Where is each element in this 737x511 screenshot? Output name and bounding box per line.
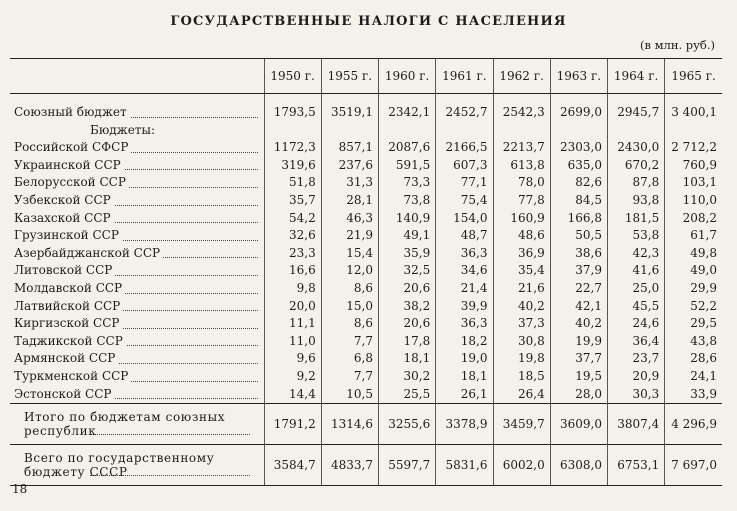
value-cell: 635,0 <box>550 157 607 175</box>
value-cell: 28,1 <box>321 192 378 210</box>
value-cell: 15,4 <box>321 245 378 263</box>
value-cell: 48,6 <box>493 227 550 245</box>
value-cell: 41,6 <box>608 262 665 280</box>
table-row-republic <box>10 245 722 263</box>
value-cell: 2542,3 <box>493 104 550 122</box>
row-label: Эстонской ССР <box>10 386 264 404</box>
value-cell: 2 712,2 <box>665 139 722 157</box>
value-cell: 43,8 <box>665 333 722 351</box>
page-number: 18 <box>12 482 28 496</box>
table-row-republic <box>10 227 722 245</box>
year-header: 1955 г. <box>321 59 378 94</box>
value-cell: 34,6 <box>436 262 493 280</box>
value-cell: 3519,1 <box>321 104 378 122</box>
value-cell: 29,9 <box>665 280 722 298</box>
value-cell: 2699,0 <box>550 104 607 122</box>
value-cell: 52,2 <box>665 298 722 316</box>
row-label: Азербайджанской ССР <box>10 245 264 263</box>
value-cell: 20,6 <box>379 315 436 333</box>
value-cell: 208,2 <box>665 210 722 228</box>
subheading-row <box>10 122 722 140</box>
table-row-republic <box>10 368 722 386</box>
row-label: Итого по бюджетам союзных республик <box>10 404 264 445</box>
value-cell: 87,8 <box>608 174 665 192</box>
value-cell: 17,8 <box>379 333 436 351</box>
value-cell: 110,0 <box>665 192 722 210</box>
value-cell: 82,6 <box>550 174 607 192</box>
value-cell: 36,9 <box>493 245 550 263</box>
year-header: 1964 г. <box>608 59 665 94</box>
tax-table-container <box>10 58 722 486</box>
value-cell: 25,5 <box>379 386 436 404</box>
value-cell: 2166,5 <box>436 139 493 157</box>
value-cell: 23,3 <box>264 245 321 263</box>
row-label: Латвийской ССР <box>10 298 264 316</box>
table-row-union <box>10 104 722 122</box>
value-cell: 2213,7 <box>493 139 550 157</box>
subheading-label: Бюджеты: <box>90 122 156 137</box>
row-label: Киргизской ССР <box>10 315 264 333</box>
table-row-republic <box>10 315 722 333</box>
year-header: 1963 г. <box>550 59 607 94</box>
row-label: Украинской ССР <box>10 157 264 175</box>
value-cell: 9,6 <box>264 350 321 368</box>
row-label: Армянской ССР <box>10 350 264 368</box>
row-label: Литовской ССР <box>10 262 264 280</box>
value-cell: 607,3 <box>436 157 493 175</box>
row-label: Белорусской ССР <box>10 174 264 192</box>
value-cell: 11,1 <box>264 315 321 333</box>
value-cell: 35,9 <box>379 245 436 263</box>
value-cell: 140,9 <box>379 210 436 228</box>
row-label: Всего по государственному бюджету СССР <box>10 445 264 486</box>
value-cell: 19,9 <box>550 333 607 351</box>
value-cell: 49,8 <box>665 245 722 263</box>
value-cell: 18,2 <box>436 333 493 351</box>
value-cell: 2430,0 <box>608 139 665 157</box>
value-cell: 24,1 <box>665 368 722 386</box>
table-row-total-state <box>10 445 722 486</box>
value-cell: 19,0 <box>436 350 493 368</box>
value-cell: 31,3 <box>321 174 378 192</box>
table-row-republic <box>10 262 722 280</box>
value-cell: 160,9 <box>493 210 550 228</box>
header-row <box>10 59 722 94</box>
value-cell: 4 296,9 <box>665 404 722 445</box>
value-cell: 40,2 <box>550 315 607 333</box>
value-cell: 49,0 <box>665 262 722 280</box>
table-row-republic <box>10 350 722 368</box>
row-label: Узбекской ССР <box>10 192 264 210</box>
value-cell: 61,7 <box>665 227 722 245</box>
table-row-republic <box>10 157 722 175</box>
value-cell: 42,1 <box>550 298 607 316</box>
value-cell: 6753,1 <box>608 445 665 486</box>
value-cell: 3 400,1 <box>665 104 722 122</box>
year-header: 1960 г. <box>379 59 436 94</box>
value-cell: 75,4 <box>436 192 493 210</box>
value-cell: 54,2 <box>264 210 321 228</box>
row-label: Туркменской ССР <box>10 368 264 386</box>
value-cell: 3584,7 <box>264 445 321 486</box>
value-cell: 19,5 <box>550 368 607 386</box>
value-cell: 35,7 <box>264 192 321 210</box>
value-cell: 50,5 <box>550 227 607 245</box>
value-cell: 9,2 <box>264 368 321 386</box>
value-cell: 48,7 <box>436 227 493 245</box>
value-cell: 3255,6 <box>379 404 436 445</box>
value-cell: 154,0 <box>436 210 493 228</box>
value-cell: 2087,6 <box>379 139 436 157</box>
value-cell: 6,8 <box>321 350 378 368</box>
row-label: Казахской ССР <box>10 210 264 228</box>
table-row-republic <box>10 174 722 192</box>
row-label: Союзный бюджет <box>10 104 264 122</box>
value-cell: 18,1 <box>379 350 436 368</box>
value-cell: 16,6 <box>264 262 321 280</box>
value-cell: 103,1 <box>665 174 722 192</box>
value-cell: 20,9 <box>608 368 665 386</box>
tax-table <box>10 58 722 486</box>
value-cell: 36,4 <box>608 333 665 351</box>
value-cell: 9,8 <box>264 280 321 298</box>
value-cell: 37,3 <box>493 315 550 333</box>
page-title: ГОСУДАРСТВЕННЫЕ НАЛОГИ С НАСЕЛЕНИЯ <box>170 14 567 29</box>
value-cell: 36,3 <box>436 315 493 333</box>
value-cell: 26,4 <box>493 386 550 404</box>
value-cell: 22,7 <box>550 280 607 298</box>
value-cell: 93,8 <box>608 192 665 210</box>
table-row-total-republics <box>10 404 722 445</box>
value-cell: 2452,7 <box>436 104 493 122</box>
value-cell: 237,6 <box>321 157 378 175</box>
value-cell: 5597,7 <box>379 445 436 486</box>
value-cell: 3609,0 <box>550 404 607 445</box>
value-cell: 15,0 <box>321 298 378 316</box>
unit-note: (в млн. руб.) <box>639 38 715 52</box>
value-cell: 51,8 <box>264 174 321 192</box>
value-cell: 77,1 <box>436 174 493 192</box>
table-row-republic <box>10 386 722 404</box>
value-cell: 32,5 <box>379 262 436 280</box>
value-cell: 8,6 <box>321 280 378 298</box>
value-cell: 18,1 <box>436 368 493 386</box>
value-cell: 2945,7 <box>608 104 665 122</box>
header-name-cell <box>10 59 264 94</box>
value-cell: 3378,9 <box>436 404 493 445</box>
value-cell: 4833,7 <box>321 445 378 486</box>
value-cell: 591,5 <box>379 157 436 175</box>
value-cell: 49,1 <box>379 227 436 245</box>
value-cell: 45,5 <box>608 298 665 316</box>
value-cell: 2303,0 <box>550 139 607 157</box>
value-cell: 166,8 <box>550 210 607 228</box>
value-cell: 8,6 <box>321 315 378 333</box>
value-cell: 3807,4 <box>608 404 665 445</box>
value-cell: 35,4 <box>493 262 550 280</box>
value-cell: 21,4 <box>436 280 493 298</box>
value-cell: 46,3 <box>321 210 378 228</box>
value-cell: 28,0 <box>550 386 607 404</box>
value-cell: 29,5 <box>665 315 722 333</box>
value-cell: 6002,0 <box>493 445 550 486</box>
year-header: 1961 г. <box>436 59 493 94</box>
value-cell: 20,0 <box>264 298 321 316</box>
value-cell: 19,8 <box>493 350 550 368</box>
year-header: 1950 г. <box>264 59 321 94</box>
value-cell: 1172,3 <box>264 139 321 157</box>
table-row-republic <box>10 298 722 316</box>
table-row-republic <box>10 333 722 351</box>
row-label: Таджикской ССР <box>10 333 264 351</box>
value-cell: 25,0 <box>608 280 665 298</box>
value-cell: 26,1 <box>436 386 493 404</box>
value-cell: 30,3 <box>608 386 665 404</box>
value-cell: 39,9 <box>436 298 493 316</box>
value-cell: 5831,6 <box>436 445 493 486</box>
value-cell: 2342,1 <box>379 104 436 122</box>
value-cell: 32,6 <box>264 227 321 245</box>
value-cell: 38,6 <box>550 245 607 263</box>
value-cell: 23,7 <box>608 350 665 368</box>
value-cell: 20,6 <box>379 280 436 298</box>
value-cell: 760,9 <box>665 157 722 175</box>
value-cell: 7,7 <box>321 368 378 386</box>
value-cell: 37,9 <box>550 262 607 280</box>
table-row-republic <box>10 139 722 157</box>
value-cell: 42,3 <box>608 245 665 263</box>
value-cell: 24,6 <box>608 315 665 333</box>
value-cell: 7 697,0 <box>665 445 722 486</box>
table-row-republic <box>10 192 722 210</box>
value-cell: 78,0 <box>493 174 550 192</box>
value-cell: 670,2 <box>608 157 665 175</box>
value-cell: 11,0 <box>264 333 321 351</box>
value-cell: 1791,2 <box>264 404 321 445</box>
value-cell: 53,8 <box>608 227 665 245</box>
table-row-republic <box>10 210 722 228</box>
year-header: 1962 г. <box>493 59 550 94</box>
value-cell: 1793,5 <box>264 104 321 122</box>
value-cell: 613,8 <box>493 157 550 175</box>
value-cell: 21,9 <box>321 227 378 245</box>
year-header: 1965 г. <box>665 59 722 94</box>
value-cell: 21,6 <box>493 280 550 298</box>
value-cell: 181,5 <box>608 210 665 228</box>
row-label: Молдавской ССР <box>10 280 264 298</box>
value-cell: 28,6 <box>665 350 722 368</box>
value-cell: 36,3 <box>436 245 493 263</box>
value-cell: 3459,7 <box>493 404 550 445</box>
value-cell: 18,5 <box>493 368 550 386</box>
value-cell: 857,1 <box>321 139 378 157</box>
value-cell: 33,9 <box>665 386 722 404</box>
value-cell: 7,7 <box>321 333 378 351</box>
value-cell: 30,2 <box>379 368 436 386</box>
value-cell: 73,3 <box>379 174 436 192</box>
value-cell: 84,5 <box>550 192 607 210</box>
value-cell: 319,6 <box>264 157 321 175</box>
value-cell: 1314,6 <box>321 404 378 445</box>
value-cell: 12,0 <box>321 262 378 280</box>
value-cell: 37,7 <box>550 350 607 368</box>
row-label: Российской СФСР <box>10 139 264 157</box>
value-cell: 6308,0 <box>550 445 607 486</box>
value-cell: 14,4 <box>264 386 321 404</box>
table-row-republic <box>10 280 722 298</box>
value-cell: 10,5 <box>321 386 378 404</box>
value-cell: 30,8 <box>493 333 550 351</box>
value-cell: 77,8 <box>493 192 550 210</box>
value-cell: 38,2 <box>379 298 436 316</box>
row-label: Грузинской ССР <box>10 227 264 245</box>
value-cell: 40,2 <box>493 298 550 316</box>
spacer-row <box>10 94 722 105</box>
value-cell: 73,8 <box>379 192 436 210</box>
